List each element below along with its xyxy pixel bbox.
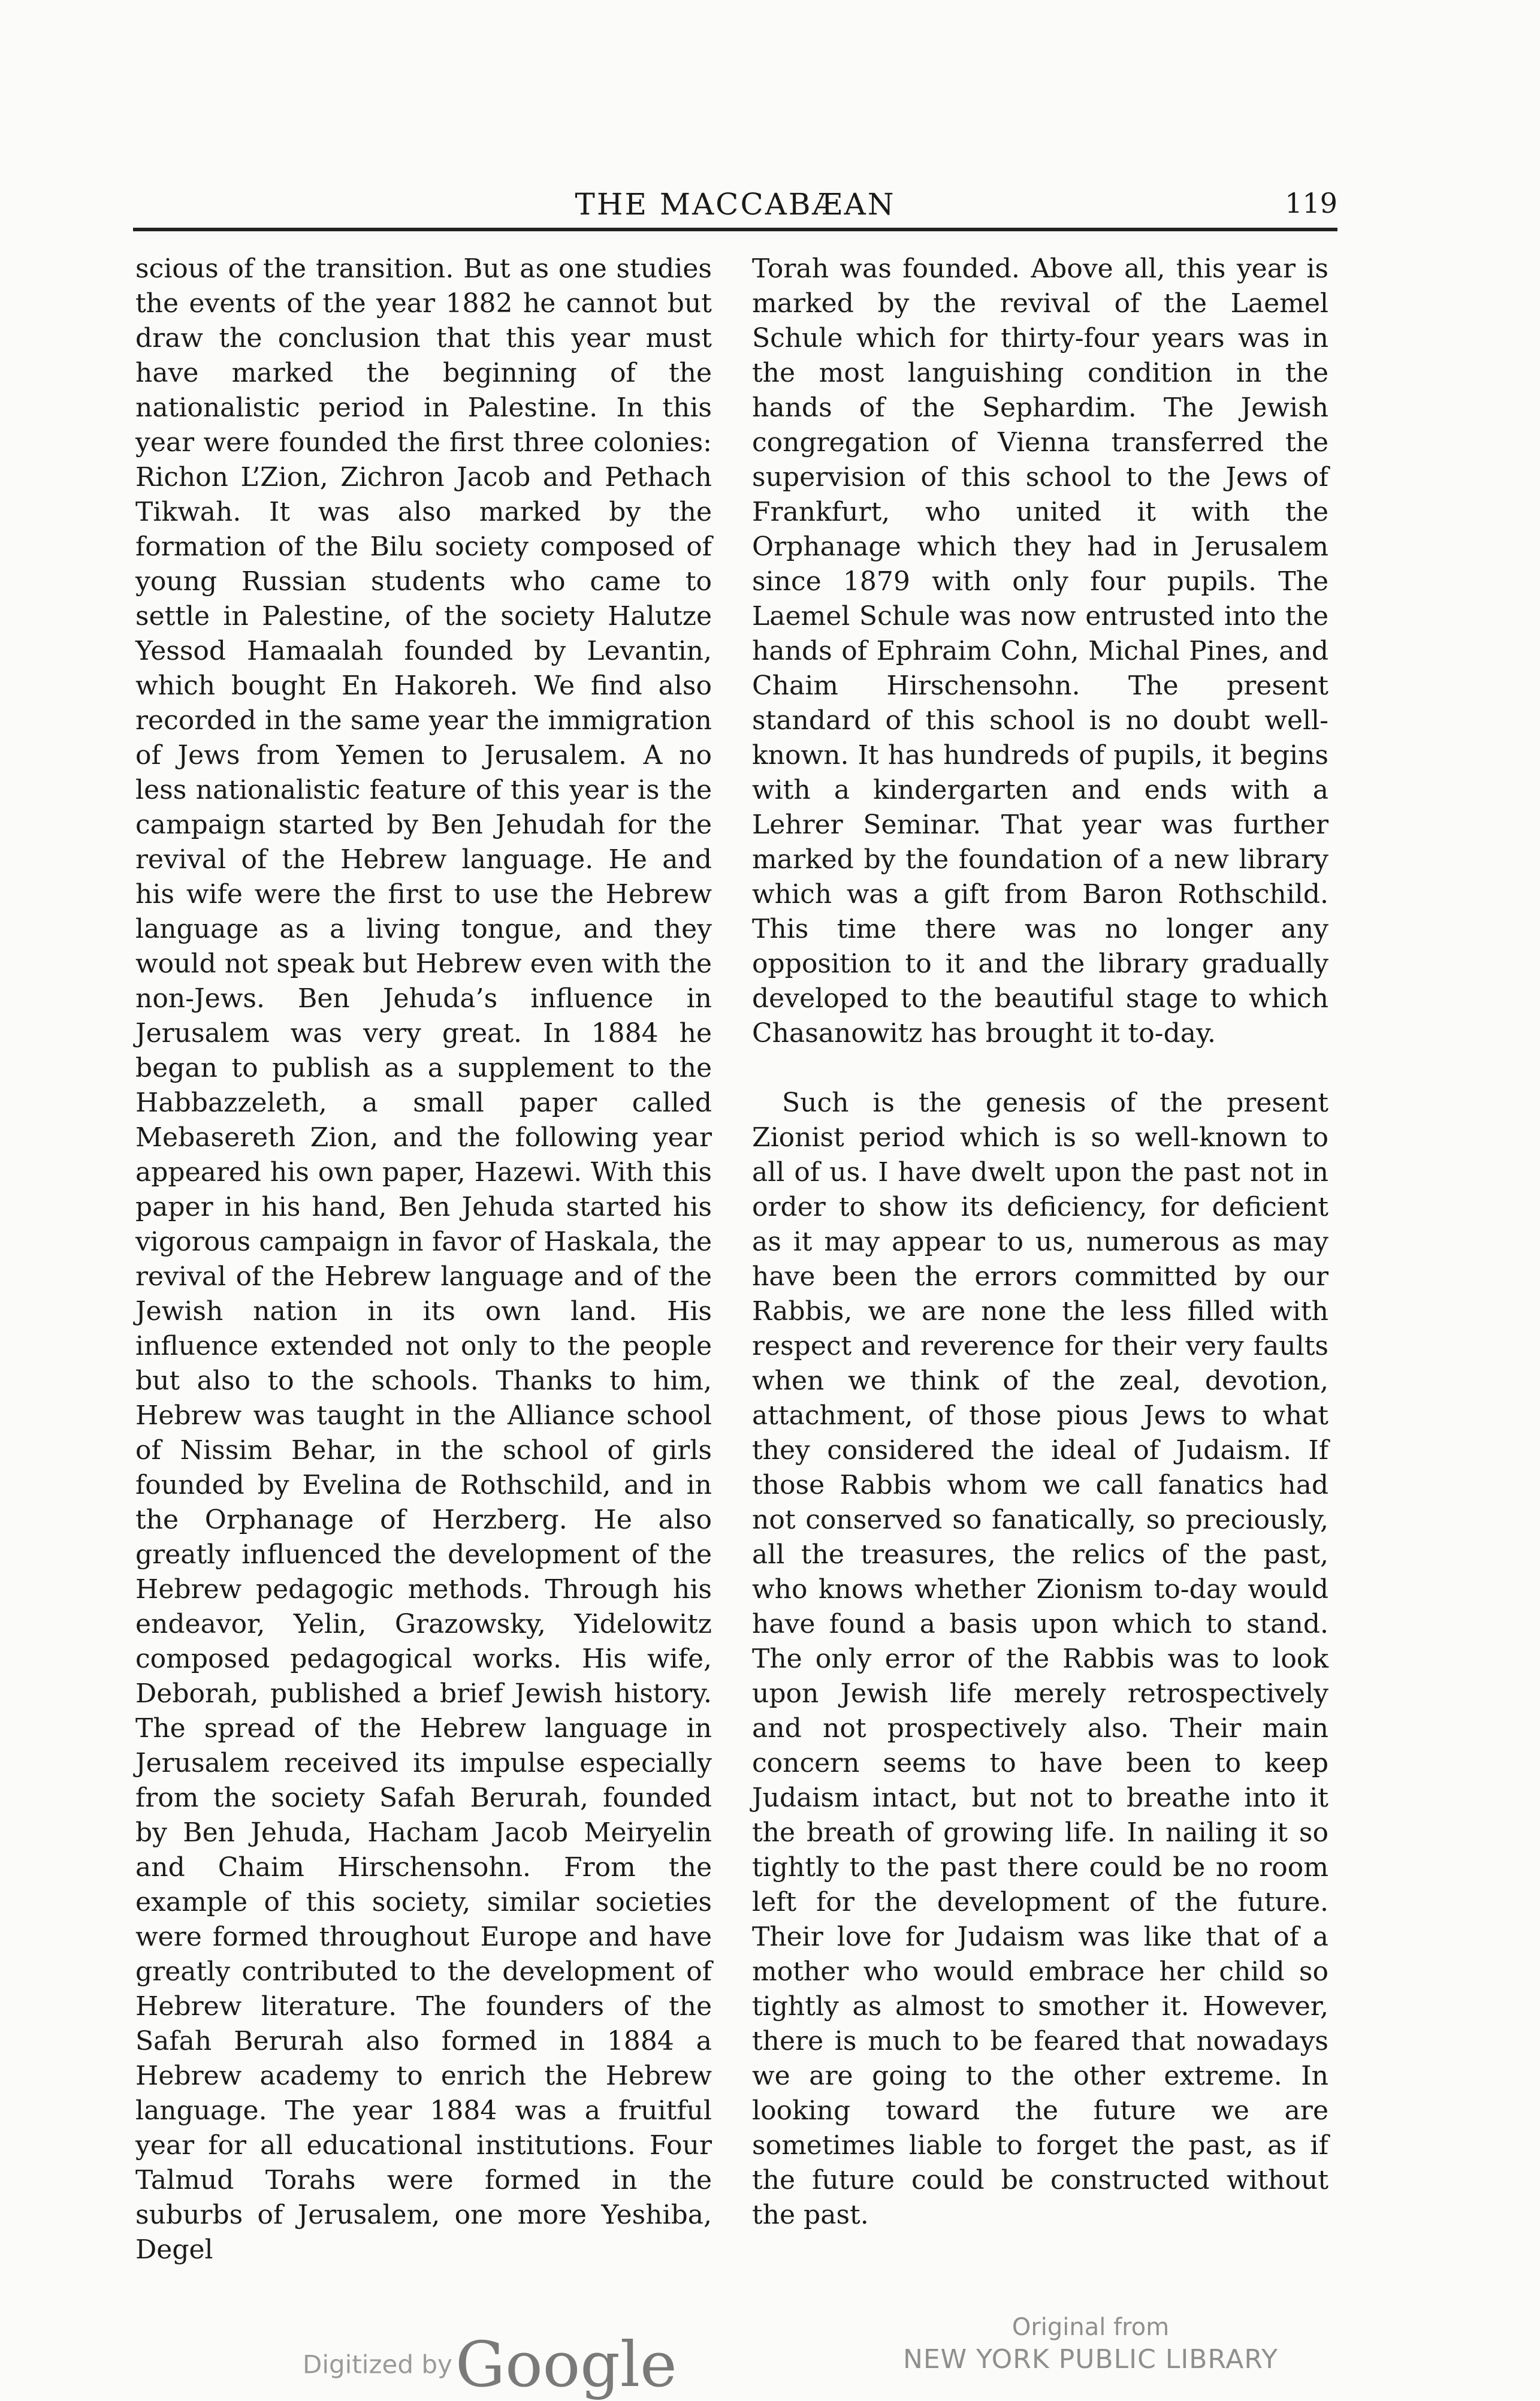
left-column xyxy=(135,252,712,2267)
running-title: THE MACCABÆAN xyxy=(575,187,896,222)
header-rule xyxy=(133,228,1337,231)
google-logo: Google xyxy=(455,2328,677,2401)
library-name: NEW YORK PUBLIC LIBRARY xyxy=(902,2344,1279,2375)
right-paragraph-2: Such is the genesis of the present Zionist period which is so well-known to all of us. I have dwelt upon the past not in order to show its deficiency, for deficient as it may appear to us, numerous as may have been the errors committed by our Rabbis, we are none the less filled with respect and reverence for their very faults when we think of the zeal, devotion, attachment, of those pious Jews to what they considered the ideal of Judaism. If those Rabbis whom we call fanatics had not conserved so fanatically, so preciously, all the treasures, the relics of the past, who knows whether Zionism to-day would have found a basis upon which to stand. The only error of the Rabbis was to look upon Jewish life merely retrospectively and not prospectively also. Their main concern seems to have been to keep Judaism intact, but not to breathe into it the breath of growing life. In nailing it so tightly to the past there could be no room left for the development of the future. Their love for Judaism was like that of a mother who would embrace her child so tightly as almost to smother it. However, there is much to be feared that nowadays we are going to the other extreme. In looking toward the future we are sometimes liable to forget the past, as if the future could be constructed without the past. xyxy=(752,1088,1328,2230)
right-paragraph-1: Torah was founded. Above all, this year is marked by the revival of the Laemel Schule which for thirty-four years was in the most languishing condition in the hands of the Sephardim. The Jewish congregation of Vienna transferred the supervision of this school to the Jews of Frankfurt, who united it with the Orphanage which they had in Jerusalem since 1879 with only four pupils. The Laemel Schule was now entrusted into the hands of Ephraim Cohn, Michal Pines, and Chaim Hirschensohn. The present standard of this school is no doubt well-known. It has hundreds of pupils, it begins with a kindergarten and ends with a Lehrer Seminar. That year was further marked by the foundation of a new library which was a gift from Baron Rothschild. This time there was no longer any opposition to it and the library gradually developed to the beautiful stage to which Chasanowitz has brought it to-day. xyxy=(752,253,1328,1049)
right-column xyxy=(752,252,1328,2233)
library-attribution xyxy=(899,2312,1282,2376)
digitized-by-watermark xyxy=(303,2328,677,2400)
page-number: 119 xyxy=(1285,187,1337,219)
running-header xyxy=(133,187,1337,226)
left-paragraph: scious of the transition. But as one studies the events of the year 1882 he cannot but draw the conclusion that this year must have marked the beginning of the nationalistic period in Palestine. In this year were founded the first three colonies: Richon L’Zion, Zichron Jacob and Pethach Tikwah. It was also marked by the formation of the Bilu society composed of young Russian students who came to settle in Palestine, of the society Halutze Yessod Hamaalah founded by Levantin, which bought En Hakoreh. We find also recorded in the same year the immigration of Jews from Yemen to Jerusalem. A no less nationalistic feature of this year is the campaign started by Ben Jehudah for the revival of the Hebrew language. He and his wife were the first to use the Hebrew language as a living tongue, and they would not speak but Hebrew even with the non-Jews. Ben Jehuda’s influence in Jerusalem was very great. In 1884 he began to publish as a supplement to the Habbazzeleth, a small paper called Mebasereth Zion, and the following year appeared his own paper, Hazewi. With this paper in his hand, Ben Jehuda started his vigorous campaign in favor of Haskala, the revival of the Hebrew language and of the Jewish nation in its own land. His influence extended not only to the people but also to the schools. Thanks to him, Hebrew was taught in the Alliance school of Nissim Behar, in the school of girls founded by Evelina de Rothschild, and in the Orphanage of Herzberg. He also greatly influenced the development of the Hebrew pedagogic methods. Through his endeavor, Yelin, Grazowsky, Yidelowitz composed pedagogical works. His wife, Deborah, published a brief Jewish history. The spread of the Hebrew language in Jerusalem received its impulse especially from the society Safah Berurah, founded by Ben Jehuda, Hacham Jacob Meiryelin and Chaim Hirschensohn. From the example of this society, similar societies were formed throughout Europe and have greatly contributed to the development of Hebrew literature. The founders of the Safah Berurah also formed in 1884 a Hebrew academy to enrich the Hebrew language. The year 1884 was a fruitful year for all educational institutions. Four Talmud Torahs were formed in the suburbs of Jerusalem, one more Yeshiba, Degel xyxy=(135,253,712,2265)
digitized-by-text: Digitized by xyxy=(303,2349,452,2379)
facing-page-bleed xyxy=(0,252,24,2349)
original-from-text: Original from xyxy=(1011,2314,1170,2341)
